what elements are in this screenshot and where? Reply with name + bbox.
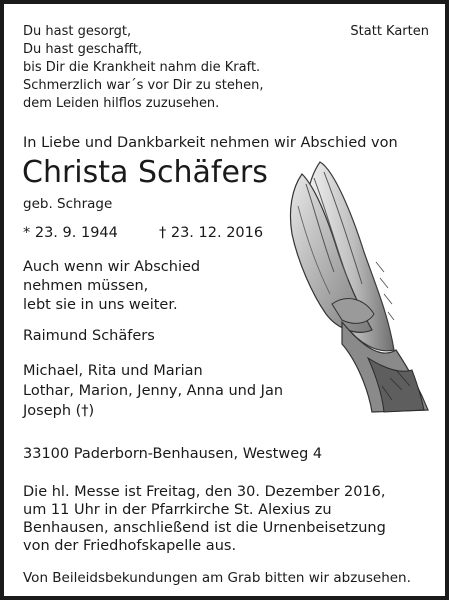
memorial-verse	[23, 258, 200, 315]
spouse-name: Raimund Schäfers	[23, 328, 155, 344]
family-line: Michael, Rita und Marian	[23, 363, 203, 379]
praying-hands-icon	[272, 154, 432, 414]
mass-line: Benhausen, anschließend ist die Urnenbeisetzung	[23, 520, 386, 536]
verse-line: lebt sie in uns weiter.	[23, 297, 178, 313]
verse-line: Auch wenn wir Abschied	[23, 259, 201, 275]
family-list	[23, 361, 283, 421]
poem	[23, 23, 263, 113]
mass-line: Die hl. Messe ist Freitag, den 30. Dezember 2016,	[23, 484, 386, 500]
family-line: Lothar, Marion, Jenny, Anna und Jan	[23, 383, 284, 399]
address: 33100 Paderborn-Benhausen, Westweg 4	[23, 446, 323, 462]
family-line: Joseph (†)	[23, 403, 95, 419]
mass-line: um 11 Uhr in der Pfarrkirche St. Alexius zu	[23, 502, 332, 518]
statt-karten-label: Statt Karten	[350, 24, 429, 39]
poem-line: dem Leiden hilflos zuzusehen.	[23, 96, 220, 111]
verse-line: nehmen müssen,	[23, 278, 149, 294]
poem-line: bis Dir die Krankheit nahm die Kraft.	[23, 60, 261, 75]
poem-line: Schmerzlich war´s vor Dir zu stehen,	[23, 78, 264, 93]
poem-line: Du hast gesorgt,	[23, 24, 132, 39]
poem-line: Du hast geschafft,	[23, 42, 143, 57]
farewell-intro: In Liebe und Dankbarkeit nehmen wir Abschied von	[23, 135, 398, 151]
deceased-name: Christa Schäfers	[22, 155, 268, 190]
condolence-note: Von Beileidsbekundungen am Grab bitten wir abzusehen.	[23, 570, 411, 586]
birth-date: * 23. 9. 1944	[23, 225, 118, 241]
maiden-name: geb. Schrage	[23, 196, 113, 212]
mass-line: von der Friedhofskapelle aus.	[23, 538, 237, 554]
death-date: † 23. 12. 2016	[159, 225, 264, 241]
mass-announcement	[23, 483, 386, 555]
